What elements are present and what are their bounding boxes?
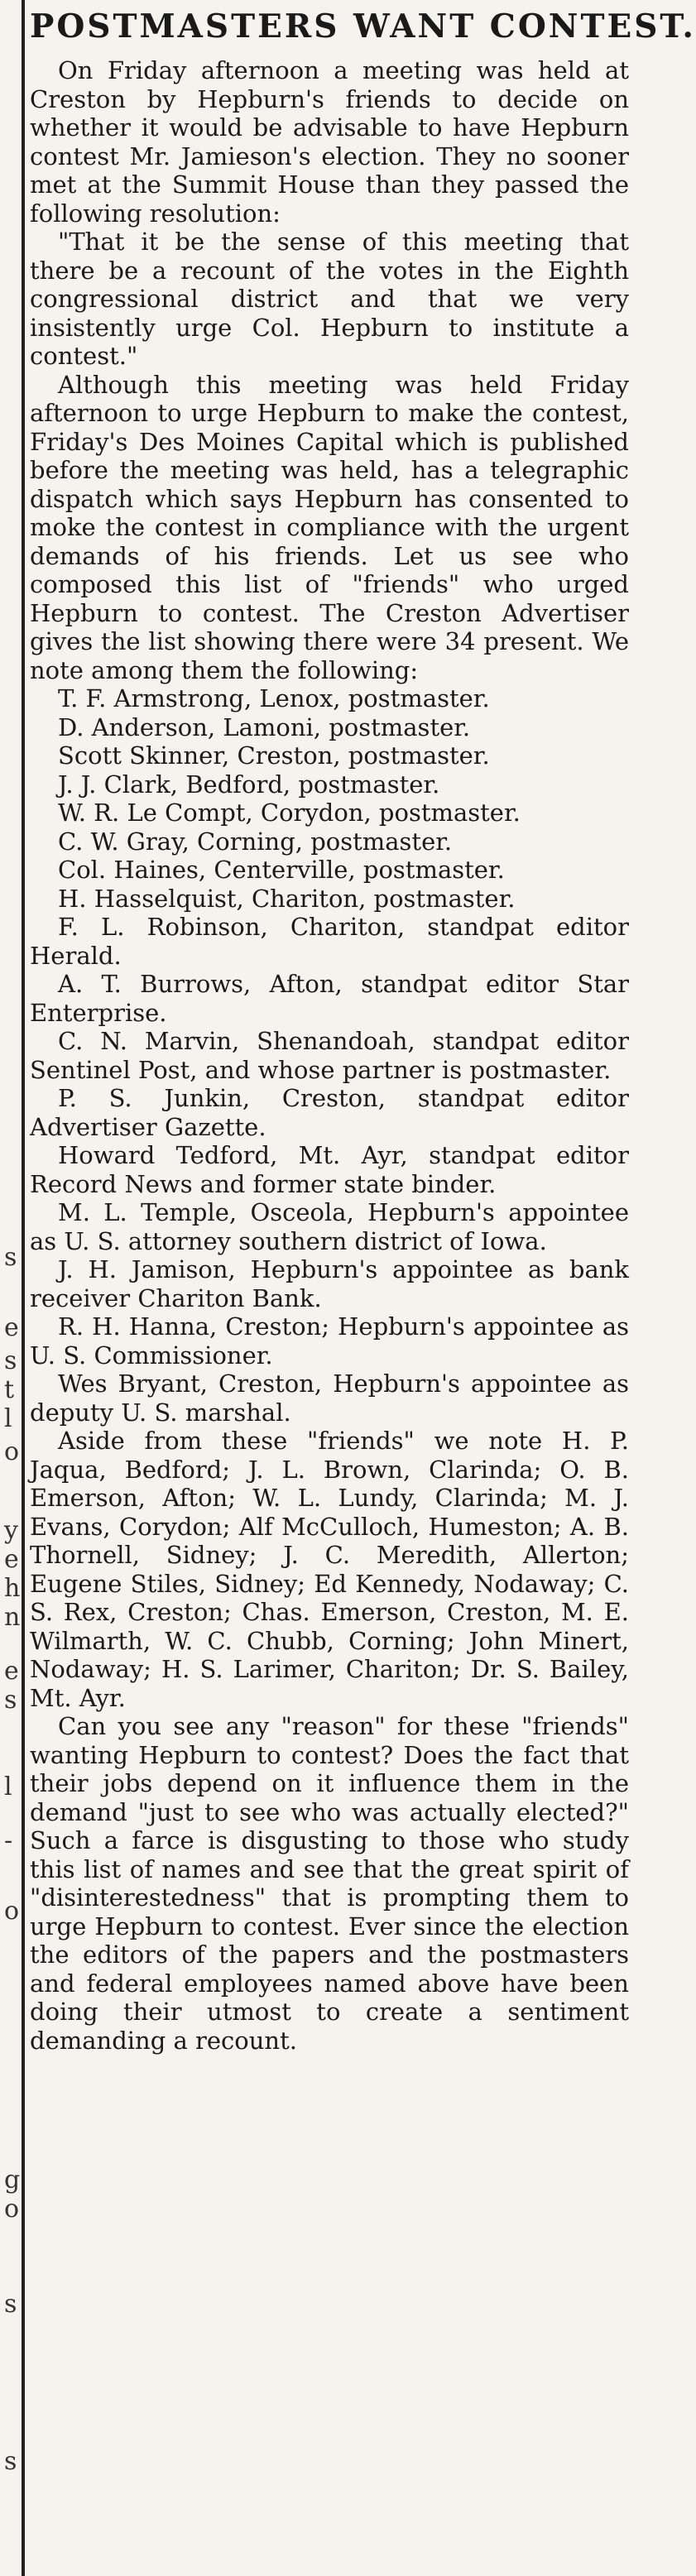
paragraph-list-intro: Although this meeting was held Friday afternoon to urge Hepburn to make the contest, Friday's Des Moines Capital which is published before the meeting was held, has a telegraphic dispatch which says Hepburn has consented to moke the contest in compliance with the urgent demands of his friends. Let us see who composed this list of "friends" who urged Hepburn to contest. The Creston Advertiser gives the list showing there were 34 present. We note among them the following: [30, 370, 629, 684]
strip-char: s [4, 2447, 17, 2476]
strip-char: o [4, 1897, 20, 1926]
strip-char: g [4, 2166, 21, 2195]
list-item: D. Anderson, Lamoni, postmaster. [58, 712, 471, 741]
paragraph-other-friends: Aside from these "friends" we note H. P. Jaqua, Bedford; J. L. Brown, Clarinda; O. B. Emerson, Afton; W. L. Lundy, Clarinda; M. J. Evans, Corydon; Alf McCulloch, Humeston; A. B. Thornell, Sidney; J. C. Meredith, Allerton; Eugene Stiles, Sidney; Ed Kennedy, Nodaway; C. S. Rex, Creston; Chas. Emerson, Creston, M. E. Wilmarth, W. C. Chubb, Corning; John Minert, Nodaway; H. S. Larimer, Chariton; Dr. S. Bailey, Mt. Ayr. [30, 1427, 629, 1712]
strip-char: e [4, 1657, 19, 1686]
strip-char: t [4, 1375, 15, 1404]
list-item: R. H. Hanna, Creston; Hepburn's appointee as U. S. Commissioner. [30, 1312, 629, 1370]
strip-char: s [4, 1243, 17, 1272]
strip-char: o [4, 2195, 20, 2223]
list-item: H. Hasselquist, Chariton, postmaster. [58, 884, 516, 913]
headline: POSTMASTERS WANT CONTEST. [30, 7, 696, 46]
list-item: F. L. Robinson, Chariton, standpat editor Herald. [30, 913, 629, 970]
strip-char: o [4, 1437, 20, 1466]
list-item: Howard Tedford, Mt. Ayr, standpat editor Record News and former state binder. [30, 1141, 629, 1198]
list-item: T. F. Armstrong, Lenox, postmaster. [58, 684, 490, 712]
list-item: C. W. Gray, Corning, postmaster. [58, 827, 453, 856]
list-item: W. R. Le Compt, Corydon, postmaster. [58, 799, 521, 827]
news-article [30, 7, 696, 2565]
paragraph-meeting: On Friday afternoon a meeting was held at Creston by Hepburn's friends to decide on whether it would be advisable to have Hepburn contest Mr. Jamieson's election. They no sooner met at the Summit House than they passed the following resolution: [30, 56, 629, 228]
strip-char: s [4, 1346, 17, 1375]
list-item: J. H. Jamison, Hepburn's appointee as bank receiver Chariton Bank. [30, 1255, 629, 1312]
paragraph-resolution: "That it be the sense of this meeting that there be a recount of the votes in the Eighth congressional district and that we very insistently urge Col. Hepburn to institute a contest." [30, 228, 629, 370]
list-item: P. S. Junkin, Creston, standpat editor Advertiser Gazette. [30, 1084, 629, 1141]
strip-char: h [4, 1574, 21, 1603]
list-item: A. T. Burrows, Afton, standpat editor Star Enterprise. [30, 970, 629, 1027]
list-item: M. L. Temple, Osceola, Hepburn's appointee as U. S. attorney southern district of Iowa. [30, 1198, 629, 1255]
attendee-list [30, 684, 629, 1427]
strip-char: y [4, 1516, 18, 1545]
strip-char: - [4, 1826, 13, 1855]
strip-char: l [4, 1404, 12, 1433]
strip-char: e [4, 1545, 19, 1574]
list-item: Wes Bryant, Creston, Hepburn's appointee as deputy U. S. marshal. [30, 1370, 629, 1427]
strip-char: s [4, 2290, 17, 2319]
strip-char: e [4, 1313, 19, 1342]
list-item: Scott Skinner, Creston, postmaster. [58, 741, 490, 770]
strip-char: s [4, 1686, 17, 1715]
list-item: C. N. Marvin, Shenandoah, standpat editor Sentinel Post, and whose partner is postmaster. [30, 1027, 629, 1084]
adjacent-column-edge [0, 0, 25, 2576]
strip-char: l [4, 1772, 12, 1801]
paragraph-conclusion: Can you see any "reason" for these "friends" wanting Hepburn to contest? Does the fact that their jobs depend on it influence them in the demand "just to see who was actually elected?" Such a farce is disgusting to those who study this list of names and see that the great spirit of "disinterestedness" that is prompting them to urge Hepburn to contest. Ever since the election the editors of the papers and the postmasters and federal employees named above have been doing their utmost to create a sentiment demanding a recount. [30, 1712, 629, 2055]
list-item: Col. Haines, Centerville, postmaster. [58, 856, 505, 884]
list-item: J. J. Clark, Bedford, postmaster. [58, 770, 440, 799]
strip-char: n [4, 1603, 21, 1632]
